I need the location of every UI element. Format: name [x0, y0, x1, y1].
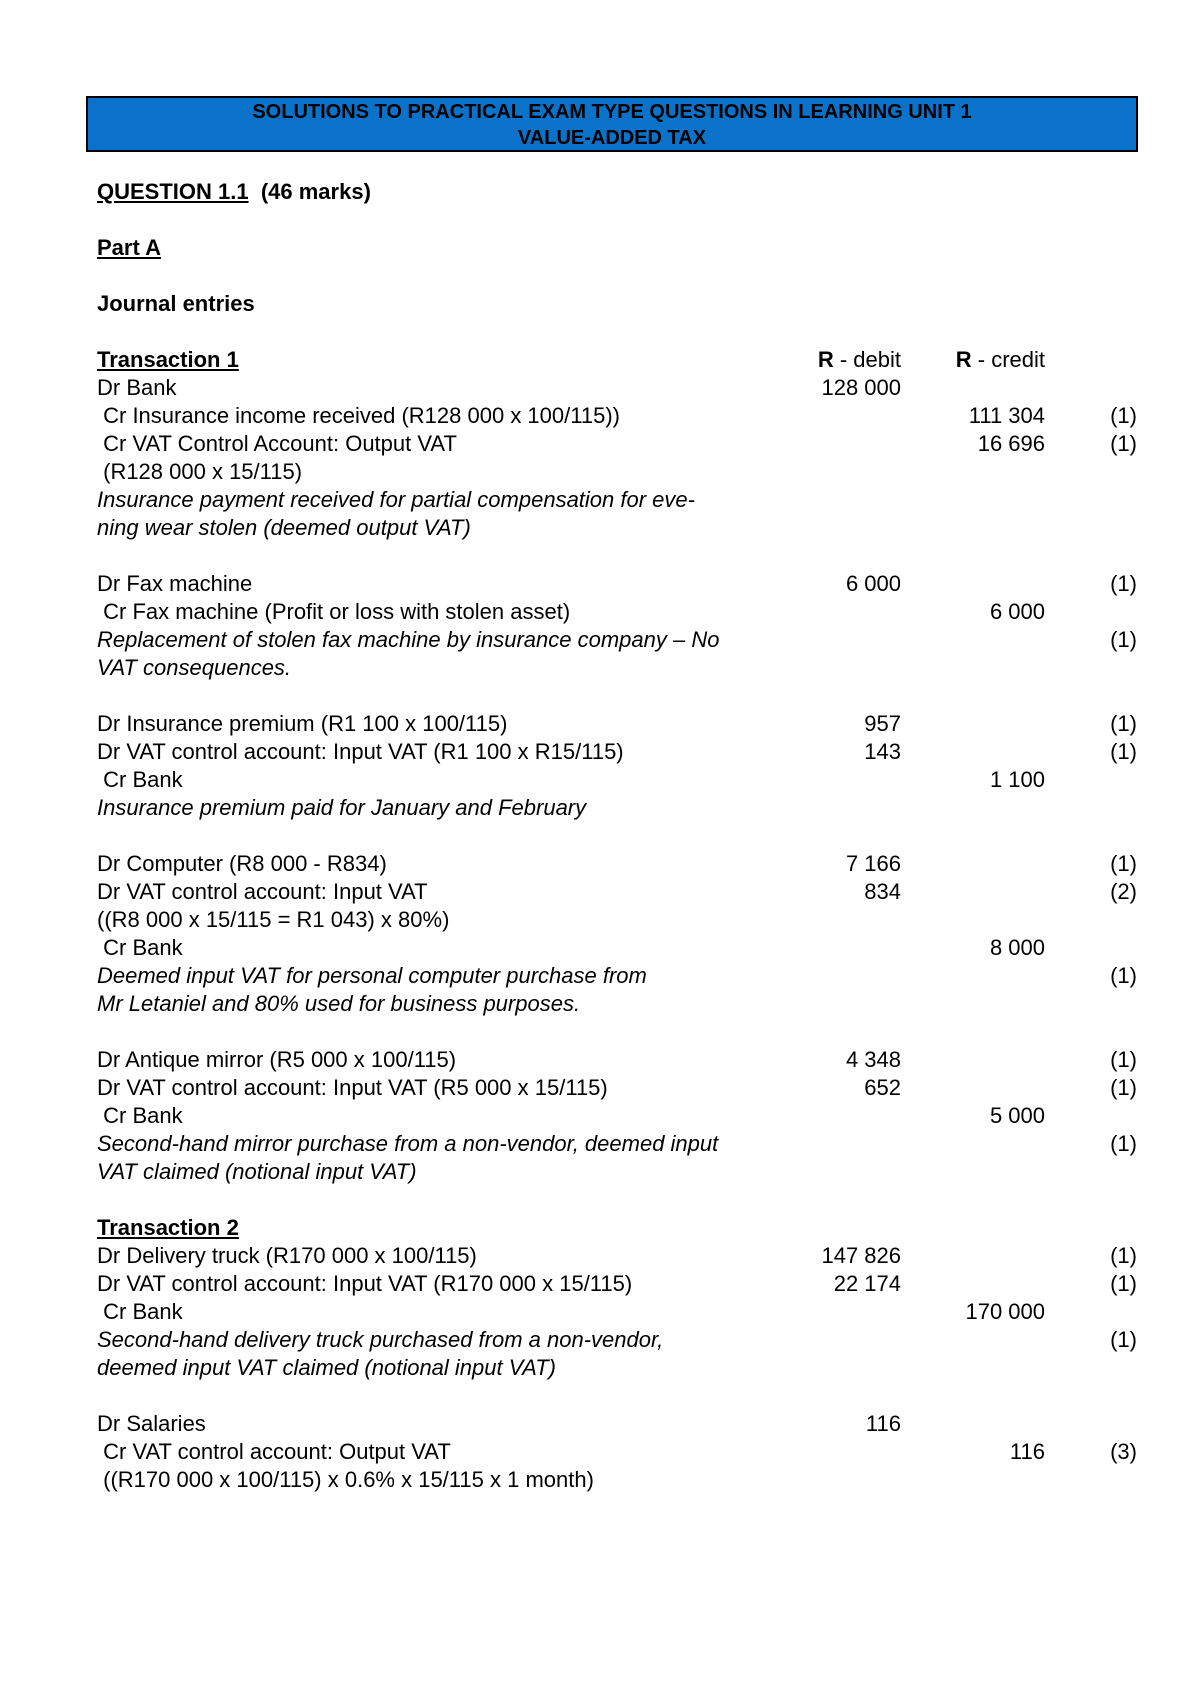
entry-description: Cr VAT Control Account: Output VAT: [97, 431, 457, 456]
entry-description: Replacement of stolen fax machine by insurance company – No: [97, 627, 720, 652]
debit-amount: 143: [864, 739, 901, 764]
entry-description: Dr Computer (R8 000 - R834): [97, 851, 387, 876]
journal-row: [97, 1130, 1137, 1158]
entry-description: Cr Bank: [97, 1103, 183, 1128]
debit-amount: 128 000: [821, 375, 901, 400]
entry-description: Dr Insurance premium (R1 100 x 100/115): [97, 711, 508, 736]
transaction-2-heading: [97, 1214, 1137, 1242]
debit-amount: 7 166: [845, 851, 901, 876]
mark-allocation: (1): [1110, 1075, 1137, 1100]
journal-row: [97, 486, 1137, 514]
mark-allocation: (1): [1110, 1047, 1137, 1072]
entry-description: ning wear stolen (deemed output VAT): [97, 515, 471, 540]
journal-row: [97, 1410, 1137, 1438]
title-line-2: VALUE-ADDED TAX: [517, 127, 707, 149]
journal-row: [97, 934, 1137, 962]
entry-description: Cr Bank: [97, 1299, 183, 1324]
entry-description: VAT claimed (notional input VAT): [97, 1159, 417, 1184]
entry-description: Dr VAT control account: Input VAT: [97, 879, 428, 904]
mark-allocation: (1): [1110, 1243, 1137, 1268]
debit-amount: 834: [864, 879, 901, 904]
question-label: QUESTION 1.1: [97, 179, 249, 204]
journal-row: [97, 1270, 1137, 1298]
debit-column-header: R - debit: [817, 347, 901, 372]
debit-amount: 147 826: [821, 1243, 901, 1268]
entry-description: Second-hand mirror purchase from a non-vendor, deemed input: [97, 1131, 719, 1156]
journal-row: [97, 626, 1137, 654]
entry-description: Dr VAT control account: Input VAT (R170 000 x 15/115): [97, 1271, 633, 1296]
entry-description: Dr Bank: [97, 375, 177, 400]
mark-allocation: (1): [1110, 711, 1137, 736]
journal-row: [97, 850, 1137, 878]
mark-allocation: (1): [1110, 1327, 1137, 1352]
debit-amount: 6 000: [845, 571, 901, 596]
mark-allocation: (1): [1110, 627, 1137, 652]
mark-allocation: (3): [1110, 1439, 1137, 1464]
credit-amount: 111 304: [968, 403, 1045, 428]
journal-row: [97, 1326, 1137, 1354]
journal-row: [97, 374, 1137, 402]
journal-row: [97, 1242, 1137, 1270]
part-heading: [97, 234, 1137, 262]
journal-row: [97, 962, 1137, 990]
question-marks: (46 marks): [260, 179, 371, 204]
entry-description: ((R170 000 x 100/115) x 0.6% x 15/115 x 1 month): [97, 1467, 594, 1492]
mark-allocation: (1): [1110, 739, 1137, 764]
journal-row: [97, 766, 1137, 794]
mark-allocation: (1): [1110, 571, 1137, 596]
entry-description: Insurance premium paid for January and February: [97, 795, 587, 820]
entry-description: Cr Bank: [97, 935, 183, 960]
part-label: Part A: [97, 235, 161, 260]
debit-amount: 4 348: [845, 1047, 901, 1072]
entry-description: Cr VAT control account: Output VAT: [97, 1439, 451, 1464]
entry-description: Mr Letaniel and 80% used for business purposes.: [97, 991, 581, 1016]
credit-amount: 6 000: [989, 599, 1045, 624]
entry-description: Dr Salaries: [97, 1411, 206, 1436]
journal-row: [97, 1158, 1137, 1186]
transaction-1-heading: [97, 346, 1137, 374]
entry-description: Dr VAT control account: Input VAT (R5 000 x 15/115): [97, 1075, 608, 1100]
entry-description: VAT consequences.: [97, 655, 292, 680]
entry-description: (R128 000 x 15/115): [97, 459, 303, 484]
entry-description: Cr Fax machine (Profit or loss with stolen asset): [97, 599, 571, 624]
credit-amount: 5 000: [989, 1103, 1045, 1128]
debit-amount: 22 174: [833, 1271, 901, 1296]
transaction-1-label: Transaction 1: [97, 347, 239, 372]
mark-allocation: (1): [1110, 1271, 1137, 1296]
journal-row: [97, 1354, 1137, 1382]
credit-amount: 1 100: [989, 767, 1045, 792]
entry-description: Dr Antique mirror (R5 000 x 100/115): [97, 1047, 457, 1072]
entry-description: Second-hand delivery truck purchased from a non-vendor,: [97, 1327, 664, 1352]
mark-allocation: (2): [1110, 879, 1137, 904]
journal-row: [97, 878, 1137, 906]
entry-description: ((R8 000 x 15/115 = R1 043) x 80%): [97, 907, 450, 932]
journal-row: [97, 654, 1137, 682]
journal-row: [97, 710, 1137, 738]
journal-row: [97, 1298, 1137, 1326]
entry-description: Dr VAT control account: Input VAT (R1 100 x R15/115): [97, 739, 624, 764]
journal-row: [97, 990, 1137, 1018]
page-body: [97, 178, 1137, 1494]
journal-row: [97, 1466, 1137, 1494]
entry-description: Cr Insurance income received (R128 000 x 100/115)): [97, 403, 620, 428]
mark-allocation: (1): [1110, 851, 1137, 876]
journal-row: [97, 1046, 1137, 1074]
entry-description: Cr Bank: [97, 767, 183, 792]
debit-amount: 116: [865, 1411, 901, 1436]
journal-row: [97, 402, 1137, 430]
journal-row: [97, 598, 1137, 626]
debit-amount: 957: [864, 711, 901, 736]
title-line-1: SOLUTIONS TO PRACTICAL EXAM TYPE QUESTIONS IN LEARNING UNIT 1: [252, 101, 972, 123]
journal-row: [97, 1438, 1137, 1466]
journal-row: [97, 906, 1137, 934]
question-heading: [97, 178, 1137, 206]
entry-description: deemed input VAT claimed (notional input VAT): [97, 1355, 556, 1380]
mark-allocation: (1): [1110, 431, 1137, 456]
credit-amount: 116: [1009, 1439, 1045, 1464]
mark-allocation: (1): [1110, 963, 1137, 988]
journal-row: [97, 570, 1137, 598]
credit-amount: 170 000: [965, 1299, 1045, 1324]
journal-row: [97, 458, 1137, 486]
document-title-banner: [86, 96, 1138, 152]
transaction-2-label: Transaction 2: [97, 1215, 239, 1240]
entry-description: Dr Delivery truck (R170 000 x 100/115): [97, 1243, 477, 1268]
debit-amount: 652: [864, 1075, 901, 1100]
entry-description: Insurance payment received for partial compensation for eve-: [97, 487, 695, 512]
section-heading: [97, 290, 1137, 318]
journal-row: [97, 1102, 1137, 1130]
credit-amount: 16 696: [977, 431, 1045, 456]
credit-amount: 8 000: [989, 935, 1045, 960]
journal-row: [97, 430, 1137, 458]
mark-allocation: (1): [1110, 403, 1137, 428]
credit-column-header: R - credit: [955, 347, 1045, 372]
mark-allocation: (1): [1110, 1131, 1137, 1156]
journal-row: [97, 514, 1137, 542]
journal-row: [97, 738, 1137, 766]
entry-description: Dr Fax machine: [97, 571, 253, 596]
entry-description: Deemed input VAT for personal computer purchase from: [97, 963, 647, 988]
section-label: Journal entries: [97, 291, 255, 316]
journal-row: [97, 794, 1137, 822]
journal-row: [97, 1074, 1137, 1102]
